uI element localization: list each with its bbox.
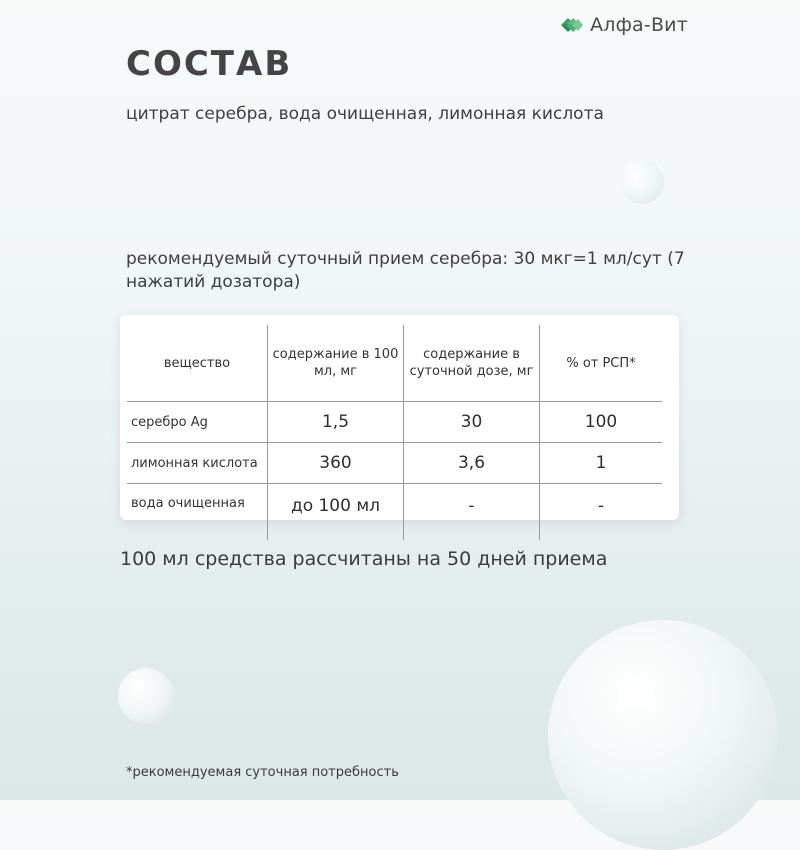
table-header-row	[127, 325, 662, 402]
decorative-bubble	[548, 620, 778, 850]
decorative-bubble	[118, 668, 174, 724]
duration-note: 100 мл средства рассчитаны на 50 дней приема	[120, 548, 608, 570]
header-per-100ml: содержание в 100 мл, мг	[268, 325, 404, 402]
table-row	[127, 402, 662, 443]
table-row	[127, 484, 662, 541]
brand-logo	[560, 14, 688, 36]
decorative-bubble	[620, 160, 664, 204]
cell-percent-rsp: -	[540, 484, 663, 541]
composition-table	[127, 325, 662, 540]
cell-daily-dose: -	[404, 484, 540, 541]
recommendation-text: рекомендуемый суточный прием серебра: 30 мкг=1 мл/сут (7 нажатий дозатора)	[126, 249, 685, 292]
cell-substance: лимонная кислота	[127, 443, 268, 484]
brand-name: Алфа-Вит	[590, 14, 688, 36]
footnote: *рекомендуемая суточная потребность	[126, 765, 399, 780]
page-title: СОСТАВ	[126, 44, 293, 84]
header-substance: вещество	[127, 325, 268, 402]
cell-per-100ml: 1,5	[268, 402, 404, 443]
leaf-logo-icon	[560, 17, 584, 33]
cell-percent-rsp: 1	[540, 443, 663, 484]
cell-percent-rsp: 100	[540, 402, 663, 443]
table-row	[127, 443, 662, 484]
cell-substance: серебро Ag	[127, 402, 268, 443]
cell-daily-dose: 3,6	[404, 443, 540, 484]
composition-table-card	[120, 315, 679, 520]
header-percent-rsp: % от РСП*	[540, 325, 663, 402]
ingredients-text: цитрат серебра, вода очищенная, лимонная кислота	[126, 104, 604, 124]
cell-per-100ml: до 100 мл	[268, 484, 404, 541]
header-daily-dose: содержание в суточной дозе, мг	[404, 325, 540, 402]
cell-daily-dose: 30	[404, 402, 540, 443]
cell-per-100ml: 360	[268, 443, 404, 484]
cell-substance: вода очищенная	[131, 496, 245, 511]
